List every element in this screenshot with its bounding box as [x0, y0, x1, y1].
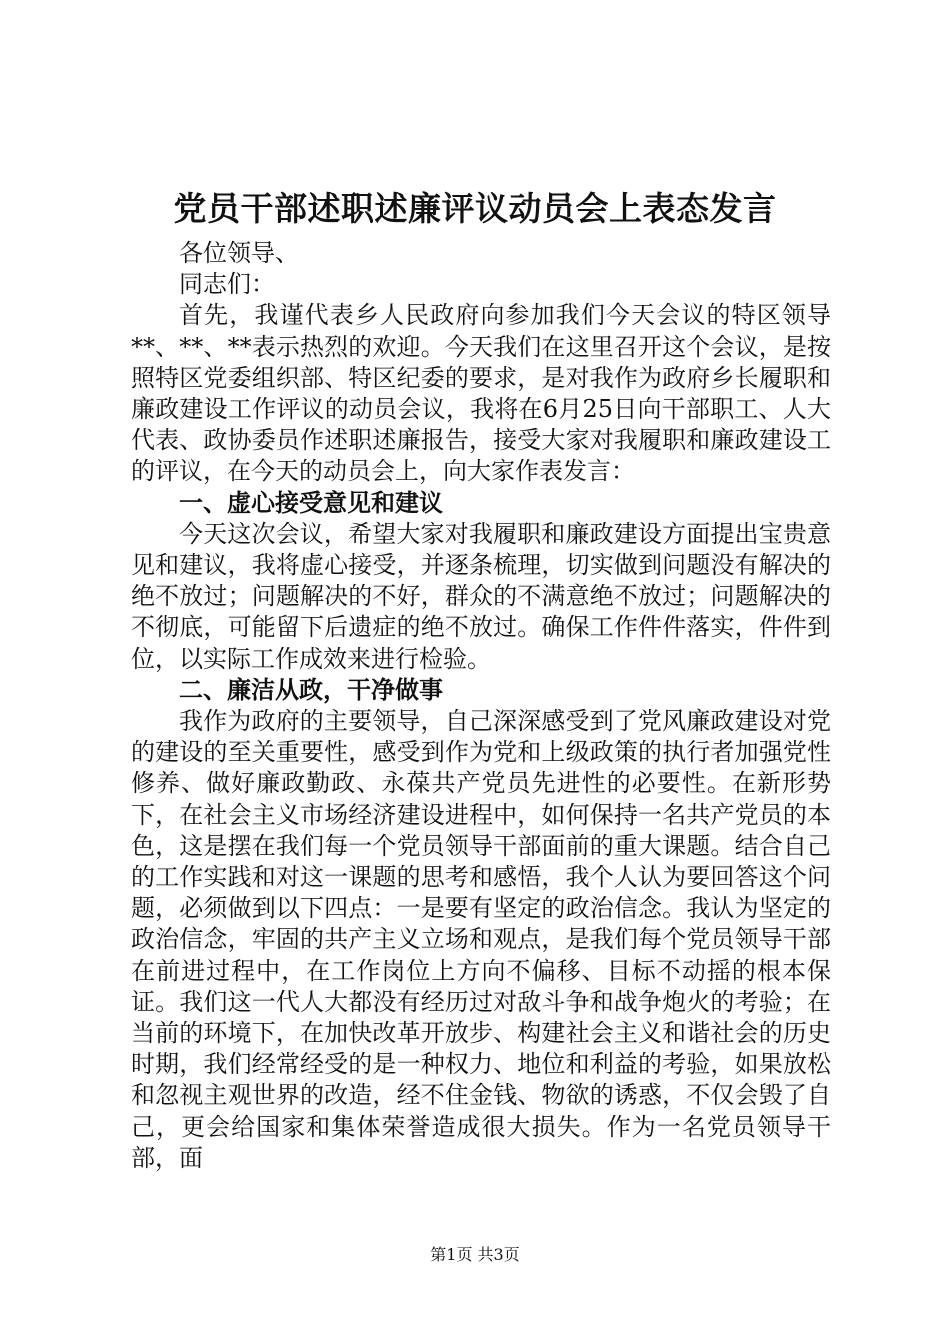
salutation-line-2: 同志们： — [179, 270, 275, 299]
intro-paragraph: 首先，我谨代表乡人民政府向参加我们今天会议的特区领导**、**、**表示热烈的欢迎。今天我们在这里召开这个会议，是按照特区党委组织部、特区纪委的要求，是对我作为政府乡长履职和廉政建设工作评议的动员会议，我将在6月25日向干部职工、人大代表、政协委员作述职述廉报告，接受大家对我履职和廉政建设工的评议，在今天的动员会上，向大家作表发言： — [131, 301, 831, 486]
salutation-line-1: 各位领导、 — [179, 239, 299, 267]
section-1-paragraph: 今天这次会议，希望大家对我履职和廉政建设方面提出宝贵意见和建议，我将虚心接受，并逐条梳理，切实做到问题没有解决的绝不放过；问题解决的不好，群众的不满意绝不放过；问题解决的不彻底，可能留下后遗症的绝不放过。确保工作件件落实，件件到位，以实际工作成效来进行检验。 — [131, 519, 831, 673]
section-2-paragraph: 我作为政府的主要领导，自己深深感受到了党风廉政建设对党的建设的至关重要性，感受到作为党和上级政策的执行者加强党性修养、做好廉政勤政、永葆共产党员先进性的必要性。在新形势下，在社会主义市场经济建设进程中，如何保持一名共产党员的本色，这是摆在我们每一个党员领导干部面前的重大课题。结合自己的工作实践和对这一课题的思考和感悟，我个人认为要回答这个问题，必须做到以下四点：一是要有坚定的政治信念。我认为坚定的政治信念，牢固的共产主义立场和观点，是我们每个党员领导干部在前进过程中，在工作岗位上方向不偏移、目标不动摇的根本保证。我们这一代人大都没有经历过对敌斗争和战争炮火的考验；在当前的环境下，在加快改革开放步、构建社会主义和谐社会的历史时期，我们经常经受的是一种权力、地位和利益的考验，如果放松和忽视主观世界的改造，经不住金钱、物欲的诱惑，不仅会毁了自己，更会给国家和集体荣誉造成很大损失。作为一名党员领导干部，面 — [131, 707, 831, 1172]
section-2-heading: 二、廉洁从政，干净做事 — [179, 675, 443, 704]
section-1-heading: 一、虚心接受意见和建议 — [179, 488, 443, 517]
page-footer: 第1页 共3页 — [430, 1245, 520, 1264]
document-body — [131, 238, 831, 1174]
document-title: 党员干部述职述廉评议动员会上表态发言 — [173, 189, 777, 228]
